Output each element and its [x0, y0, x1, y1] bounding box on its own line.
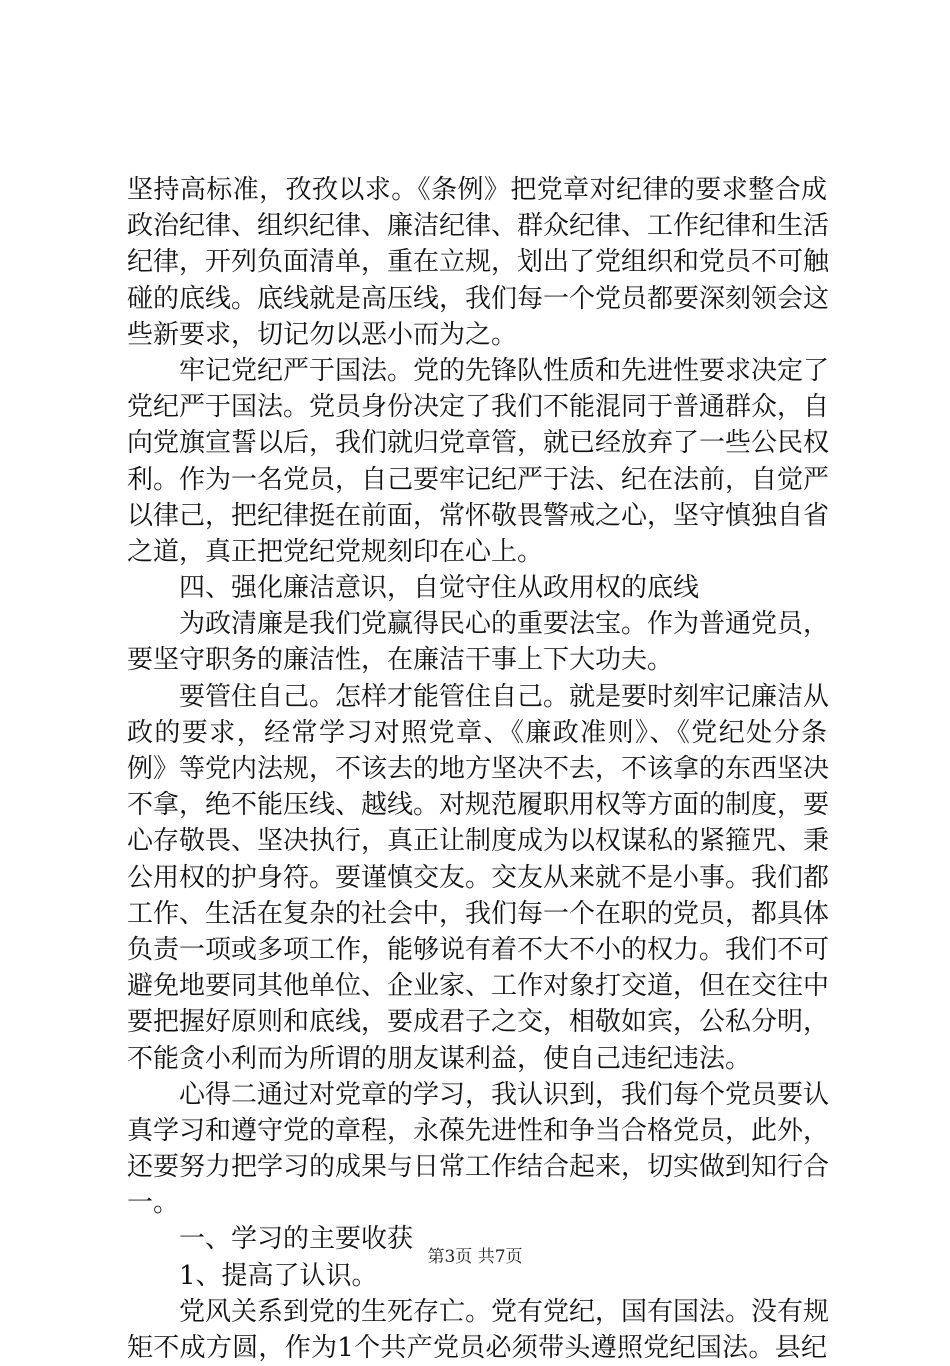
text-line: 工作、生活在复杂的社会中，我们每一个在职的党员，都具体 [127, 898, 830, 929]
text-line: 碰的底线。底线就是高压线，我们每一个党员都要深刻领会这 [127, 283, 830, 314]
paragraph-start-line: 牢记党纪严于国法。党的先锋队性质和先进性要求决定了 [179, 355, 830, 386]
text-line: 还要努力把学习的成果与日常工作结合起来，切实做到知行合 [127, 1152, 830, 1183]
text-line: 不能贪小利而为所谓的朋友谋利益，使自己违纪违法。 [127, 1043, 752, 1074]
text-line: 坚持高标准，孜孜以求。《条例》把党章对纪律的要求整合成 [127, 175, 827, 205]
text-line: 以律己，把纪律挺在前面，常怀敬畏警戒之心，坚守慎独自省 [127, 500, 830, 531]
text-line: 纪律，开列负面清单，重在立规，划出了党组织和党员不可触 [127, 247, 830, 278]
text-line: 不拿，绝不能压线、越线。对规范履职用权等方面的制度，要 [127, 790, 830, 821]
subsection-heading: 1、提高了认识。 [179, 1260, 378, 1291]
page-number-footer: 第3页 共7页 [427, 1247, 523, 1267]
text-line: 利。作为一名党员，自己要牢记纪严于法、纪在法前，自觉严 [127, 464, 830, 495]
paragraph-start-line: 党风关系到党的生死存亡。党有党纪，国有国法。没有规 [179, 1296, 830, 1327]
paragraph-start-line: 为政清廉是我们党赢得民心的重要法宝。作为普通党员， [179, 609, 830, 640]
text-line: 矩不成方圆，作为1个共产党员必须带头遵照党纪国法。县纪 [127, 1333, 827, 1363]
text-line: 公用权的护身符。要谨慎交友。交友从来就不是小事。我们都 [127, 862, 830, 893]
section-heading: 一、学习的主要收获 [179, 1224, 414, 1255]
text-line: 之道，真正把党纪党规刻印在心上。 [127, 536, 544, 567]
text-line: 真学习和遵守党的章程，永葆先进性和争当合格党员，此外， [127, 1115, 830, 1146]
text-line: 一。 [127, 1188, 180, 1219]
paragraph-start-line: 要管住自己。怎样才能管住自己。就是要时刻牢记廉洁从 [179, 681, 830, 712]
section-heading: 四、强化廉洁意识，自觉守住从政用权的底线 [179, 573, 700, 604]
text-line: 要把握好原则和底线，要成君子之交，相敬如宾，公私分明， [127, 1007, 830, 1038]
text-line: 心存敬畏、坚决执行，真正让制度成为以权谋私的紧箍咒、秉 [127, 826, 830, 857]
text-line: 负责一项或多项工作，能够说有着不大不小的权力。我们不可 [127, 934, 830, 965]
paragraph-start-line: 心得二通过对党章的学习，我认识到，我们每个党员要认 [179, 1079, 830, 1110]
text-line: 向党旗宣誓以后，我们就归党章管，就已经放弃了一些公民权 [127, 428, 830, 459]
text-line: 政治纪律、组织纪律、廉洁纪律、群众纪律、工作纪律和生活 [127, 211, 830, 242]
text-line: 避免地要同其他单位、企业家、工作对象打交道，但在交往中 [127, 971, 830, 1002]
text-line: 政的要求，经常学习对照党章、《廉政准则》、《党纪处分条 [127, 717, 827, 748]
document-body [127, 172, 830, 1366]
text-line: 党纪严于国法。党员身份决定了我们不能混同于普通群众，自 [127, 392, 830, 423]
text-line: 要坚守职务的廉洁性，在廉洁干事上下大功夫。 [127, 645, 674, 676]
text-line: 些新要求，切记勿以恶小而为之。 [127, 319, 518, 350]
text-line: 例》等党内法规，不该去的地方坚决不去，不该拿的东西坚决 [127, 754, 830, 784]
